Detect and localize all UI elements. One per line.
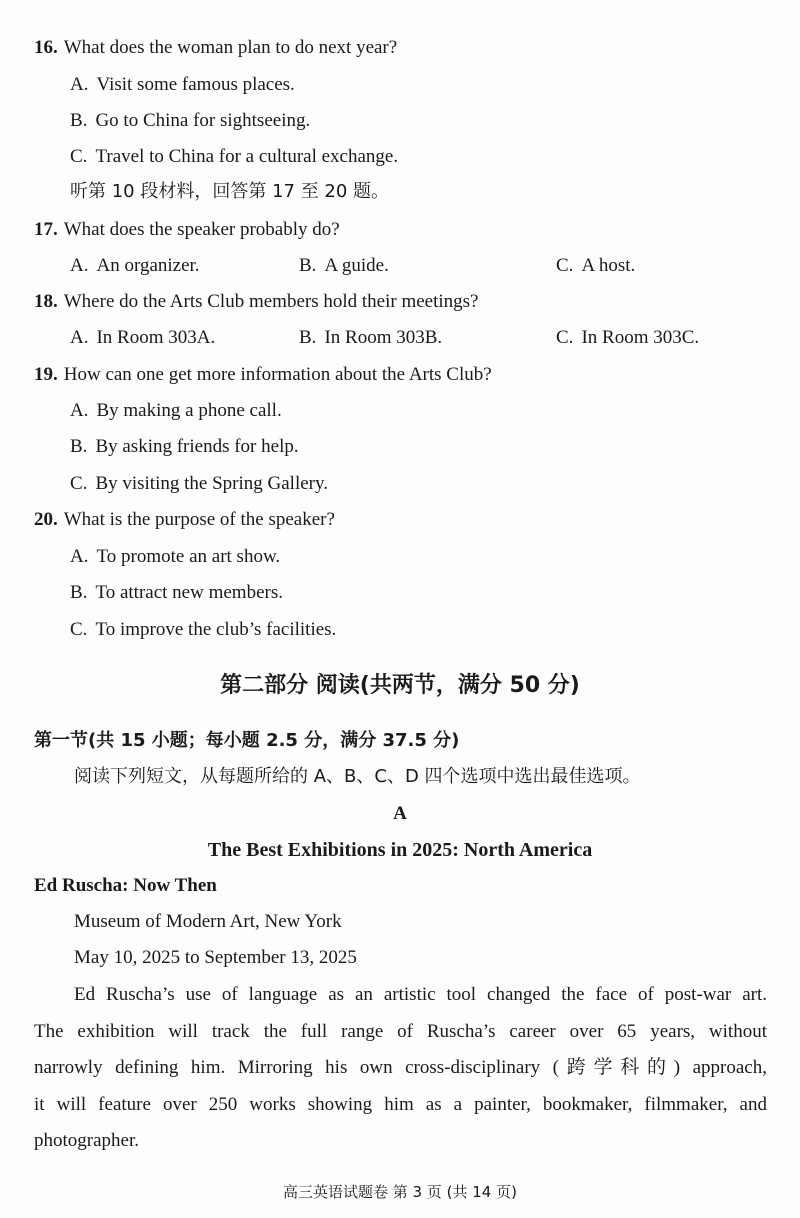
option-text: An organizer. — [96, 255, 200, 276]
option-letter: B. — [299, 255, 317, 276]
question-text: What does the woman plan to do next year? — [63, 37, 398, 58]
option-19c — [70, 474, 328, 493]
option-20a — [70, 547, 280, 566]
option-letter: A. — [70, 74, 89, 95]
option-text: To improve the club’s facilities. — [95, 619, 337, 640]
option-text: By asking friends for help. — [95, 436, 299, 457]
option-17a — [70, 256, 200, 275]
instruction-material-10: 听第 10 段材料，回答第 17 至 20 题。 — [70, 181, 390, 202]
option-text: In Room 303C. — [581, 327, 700, 348]
option-text: To attract new members. — [95, 582, 283, 603]
question-number: 18. — [34, 291, 58, 312]
paragraph-line: Ed Ruscha’s use of language as an artistic tool changed the face of post-war art. — [74, 984, 767, 1005]
option-letter: B. — [70, 110, 88, 131]
paragraph-line: it will feature over 250 works showing him as a painter, bookmaker, filmmaker, and — [34, 1094, 767, 1115]
option-letter: A. — [70, 255, 89, 276]
option-text: A host. — [581, 255, 636, 276]
question-19 — [34, 365, 492, 384]
option-text: In Room 303A. — [96, 327, 216, 348]
option-text: By visiting the Spring Gallery. — [95, 473, 328, 494]
question-number: 20. — [34, 509, 58, 530]
option-text: Go to China for sightseeing. — [95, 110, 311, 131]
option-17c — [556, 256, 635, 275]
exhibit-venue: Museum of Modern Art, New York — [74, 911, 342, 932]
option-text: To promote an art show. — [96, 546, 281, 567]
option-letter: C. — [70, 473, 88, 494]
paragraph-line: The exhibition will track the full range of Ruscha’s career over 65 years, without — [34, 1021, 767, 1042]
question-number: 16. — [34, 37, 58, 58]
option-18a — [70, 328, 215, 347]
option-letter: C. — [556, 255, 574, 276]
question-18 — [34, 292, 478, 311]
question-16 — [34, 38, 397, 57]
option-letter: C. — [70, 619, 88, 640]
section-one-instruction: 阅读下列短文，从每题所给的 A、B、C、D 四个选项中选出最佳选项。 — [74, 766, 641, 787]
option-text: Visit some famous places. — [96, 74, 295, 95]
option-19a — [70, 401, 282, 420]
exhibit-dates: May 10, 2025 to September 13, 2025 — [74, 947, 357, 968]
option-text: Travel to China for a cultural exchange. — [95, 146, 399, 167]
option-letter: C. — [70, 146, 88, 167]
question-number: 17. — [34, 219, 58, 240]
question-text: What does the speaker probably do? — [63, 219, 340, 240]
option-16a — [70, 75, 295, 94]
question-text: Where do the Arts Club members hold their meetings? — [63, 291, 479, 312]
question-20 — [34, 510, 335, 529]
option-16c — [70, 147, 398, 166]
section-one-title: 第一节(共 15 小题；每小题 2.5 分，满分 37.5 分) — [34, 730, 460, 751]
option-20b — [70, 583, 283, 602]
option-text: By making a phone call. — [96, 400, 282, 421]
option-text: In Room 303B. — [324, 327, 443, 348]
option-19b — [70, 437, 299, 456]
exhibit-title: Ed Ruscha: Now Then — [34, 875, 217, 896]
option-letter: A. — [70, 546, 89, 567]
option-letter: B. — [70, 582, 88, 603]
question-text: What is the purpose of the speaker? — [63, 509, 335, 530]
paragraph-line: photographer. — [34, 1130, 140, 1151]
option-18c — [556, 328, 699, 347]
option-18b — [299, 328, 442, 347]
question-17 — [34, 220, 340, 239]
question-number: 19. — [34, 364, 58, 385]
option-letter: B. — [299, 327, 317, 348]
option-letter: A. — [70, 400, 89, 421]
question-text: How can one get more information about the Arts Club? — [63, 364, 492, 385]
option-text: A guide. — [324, 255, 389, 276]
option-17b — [299, 256, 389, 275]
page-footer: 高三英语试题卷 第 3 页 (共 14 页) — [283, 1183, 517, 1201]
passage-label: A — [393, 803, 407, 824]
paragraph-line: narrowly defining him. Mirroring his own cross-disciplinary (跨学科的) approach, — [34, 1057, 767, 1078]
option-letter: C. — [556, 327, 574, 348]
option-20c — [70, 620, 336, 639]
option-16b — [70, 111, 310, 130]
passage-title: The Best Exhibitions in 2025: North America — [207, 839, 593, 861]
option-letter: B. — [70, 436, 88, 457]
part-two-title: 第二部分 阅读(共两节，满分 50 分) — [220, 673, 580, 698]
option-letter: A. — [70, 327, 89, 348]
